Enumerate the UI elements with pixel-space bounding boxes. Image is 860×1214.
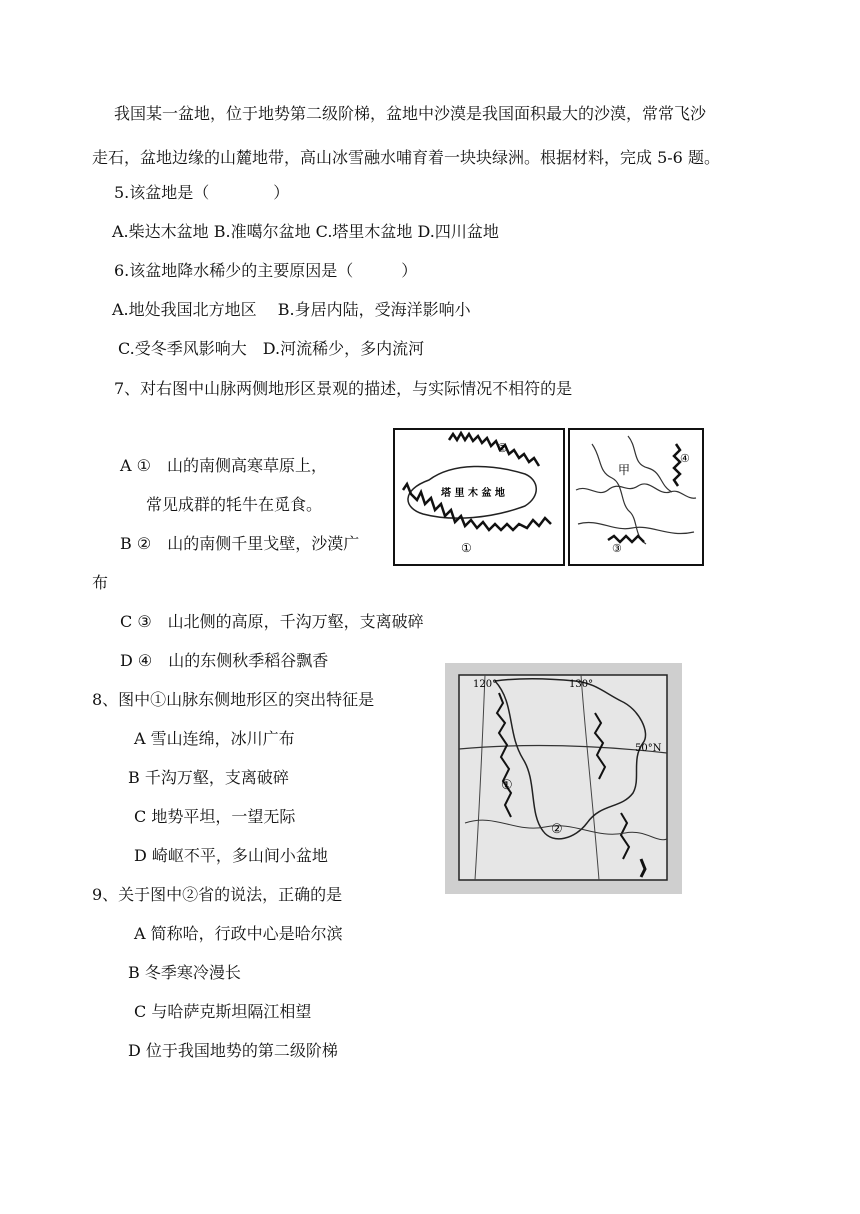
map-rivers-region xyxy=(568,428,704,570)
q6-options-row-1: A.地处我国北方地区 B.身居内陆，受海洋影响小 xyxy=(112,300,471,319)
q6-options-row-2: C.受冬季风影响大 D.河流稀少，多内流河 xyxy=(118,339,425,358)
q7-option-a-line-2: 常见成群的牦牛在觅食。 xyxy=(146,495,323,514)
map-tarim-basin xyxy=(393,428,565,570)
q7-option-d: D ④ 山的东侧秋季稻谷飘香 xyxy=(120,651,329,670)
intro-line-1: 我国某一盆地，位于地势第二级阶梯，盆地中沙漠是我国面积最大的沙漠，常常飞沙 xyxy=(114,104,707,123)
q9-option-b: B 冬季寒冷漫长 xyxy=(128,963,241,982)
q7-option-b-line-1: B ② 山的南侧千里戈壁，沙漠广 xyxy=(120,534,360,553)
map-marker-4: ④ xyxy=(680,452,690,465)
q9-option-a: A 简称哈，行政中心是哈尔滨 xyxy=(134,924,343,943)
q8-option-a: A 雪山连绵，冰川广布 xyxy=(134,729,295,748)
map-marker-jia: 甲 xyxy=(618,463,631,477)
map-marker-1: ① xyxy=(501,778,513,793)
intro-line-2: 走石，盆地边缘的山麓地带，高山冰雪融水哺育着一块块绿洲。根据材料，完成 5-6 题。 xyxy=(92,148,720,167)
q7-option-c: C ③ 山北侧的高原，千沟万壑，支离破碎 xyxy=(120,612,424,631)
map-marker-3: ③ xyxy=(612,542,622,555)
q9-option-c: C 与哈萨克斯坦隔江相望 xyxy=(134,1002,312,1021)
label-lon-130: 130° xyxy=(569,679,594,690)
label-lon-120: 120° xyxy=(473,679,498,690)
q8-option-c: C 地势平坦，一望无际 xyxy=(134,807,296,826)
map-northeast-china xyxy=(445,663,682,898)
map-marker-1: ① xyxy=(461,541,472,555)
q7-option-b-line-2: 布 xyxy=(92,573,109,592)
q5-options: A.柴达木盆地 B.准噶尔盆地 C.塔里木盆地 D.四川盆地 xyxy=(112,222,499,241)
map-marker-2: ② xyxy=(551,822,563,837)
basin-label: 塔 里 木 盆 地 xyxy=(441,488,505,499)
q9-stem: 9、关于图中②省的说法，正确的是 xyxy=(92,885,343,904)
q5-stem: 5.该盆地是（ ） xyxy=(114,183,290,202)
label-lat-50n: 50°N xyxy=(635,743,662,754)
q8-stem: 8、图中①山脉东侧地形区的突出特征是 xyxy=(92,690,375,709)
map-marker-2: ② xyxy=(497,441,508,455)
q6-stem: 6.该盆地降水稀少的主要原因是（ ） xyxy=(114,261,418,280)
q8-option-d: D 崎岖不平，多山间小盆地 xyxy=(134,846,328,865)
q7-stem: 7、对右图中山脉两侧地形区景观的描述，与实际情况不相符的是 xyxy=(114,379,573,398)
q9-option-d: D 位于我国地势的第二级阶梯 xyxy=(128,1041,338,1060)
q8-option-b: B 千沟万壑，支离破碎 xyxy=(128,768,289,787)
q7-option-a-line-1: A ① 山的南侧高寒草原上， xyxy=(120,456,327,475)
